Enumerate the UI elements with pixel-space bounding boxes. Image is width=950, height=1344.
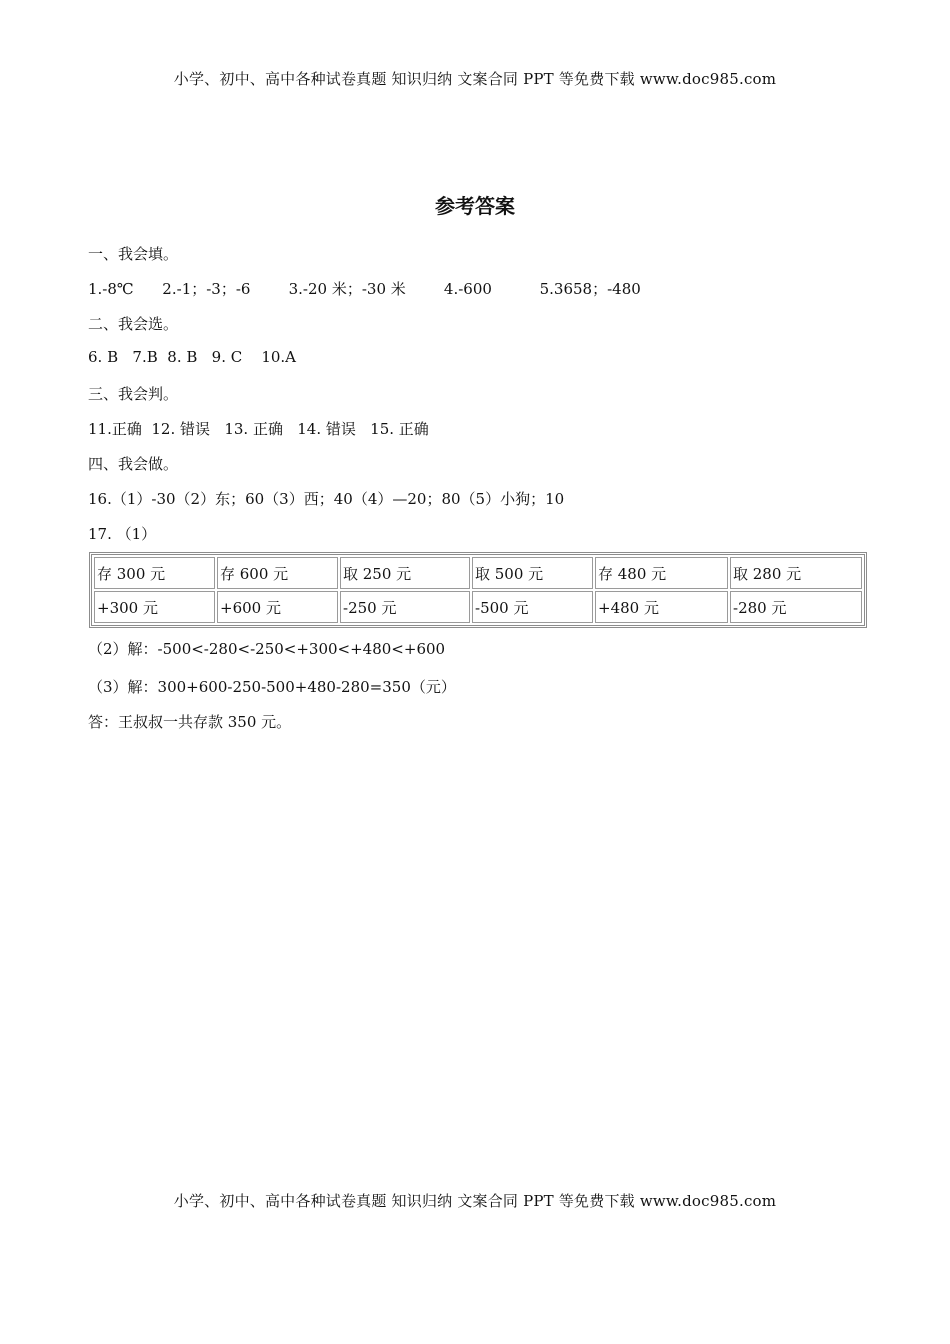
table-cell: -280 元 — [730, 591, 862, 623]
table-cell: 存 480 元 — [595, 557, 728, 589]
q17-part3: （3）解：300+600-250-500+480-280=350（元） — [88, 678, 456, 696]
q17-part2: （2）解：-500<-280<-250<+300<+480<+600 — [88, 640, 446, 658]
choice-answers: 6. B 7.B 8. B 9. C 10.A — [88, 348, 297, 366]
fill-answers: 1.-8℃ 2.-1；-3；-6 3.-20 米；-30 米 4.-600 5.3658；-480 — [88, 280, 641, 298]
section-do-heading: 四、我会做。 — [88, 455, 179, 473]
section-choice-heading: 二、我会选。 — [88, 315, 179, 333]
q17-intro: 17. （1） — [88, 525, 157, 543]
table-cell: +300 元 — [94, 591, 215, 623]
table-cell: -500 元 — [472, 591, 593, 623]
q17-final-answer: 答：王叔叔一共存款 350 元。 — [88, 713, 292, 731]
section-fill-heading: 一、我会填。 — [88, 245, 179, 263]
table-cell: -250 元 — [340, 591, 470, 623]
deposit-withdraw-table — [89, 552, 867, 628]
table-row — [94, 591, 862, 623]
table-cell: +600 元 — [217, 591, 338, 623]
page-header: 小学、初中、高中各种试卷真题 知识归纳 文案合同 PPT 等免费下载 www.doc985.com — [173, 70, 777, 88]
table-cell: 取 250 元 — [340, 557, 470, 589]
table-cell: 存 300 元 — [94, 557, 215, 589]
page-title: 参考答案 — [435, 194, 515, 218]
table-row — [94, 557, 862, 589]
page-footer: 小学、初中、高中各种试卷真题 知识归纳 文案合同 PPT 等免费下载 www.doc985.com — [173, 1192, 777, 1210]
section-judge-heading: 三、我会判。 — [88, 385, 179, 403]
judge-answers: 11.正确 12. 错误 13. 正确 14. 错误 15. 正确 — [88, 420, 429, 438]
table-cell: +480 元 — [595, 591, 728, 623]
table-cell: 取 500 元 — [472, 557, 593, 589]
table-cell: 取 280 元 — [730, 557, 862, 589]
table-cell: 存 600 元 — [217, 557, 338, 589]
q16-answer: 16.（1）-30（2）东；60（3）西；40（4）—20；80（5）小狗；10 — [88, 490, 565, 508]
